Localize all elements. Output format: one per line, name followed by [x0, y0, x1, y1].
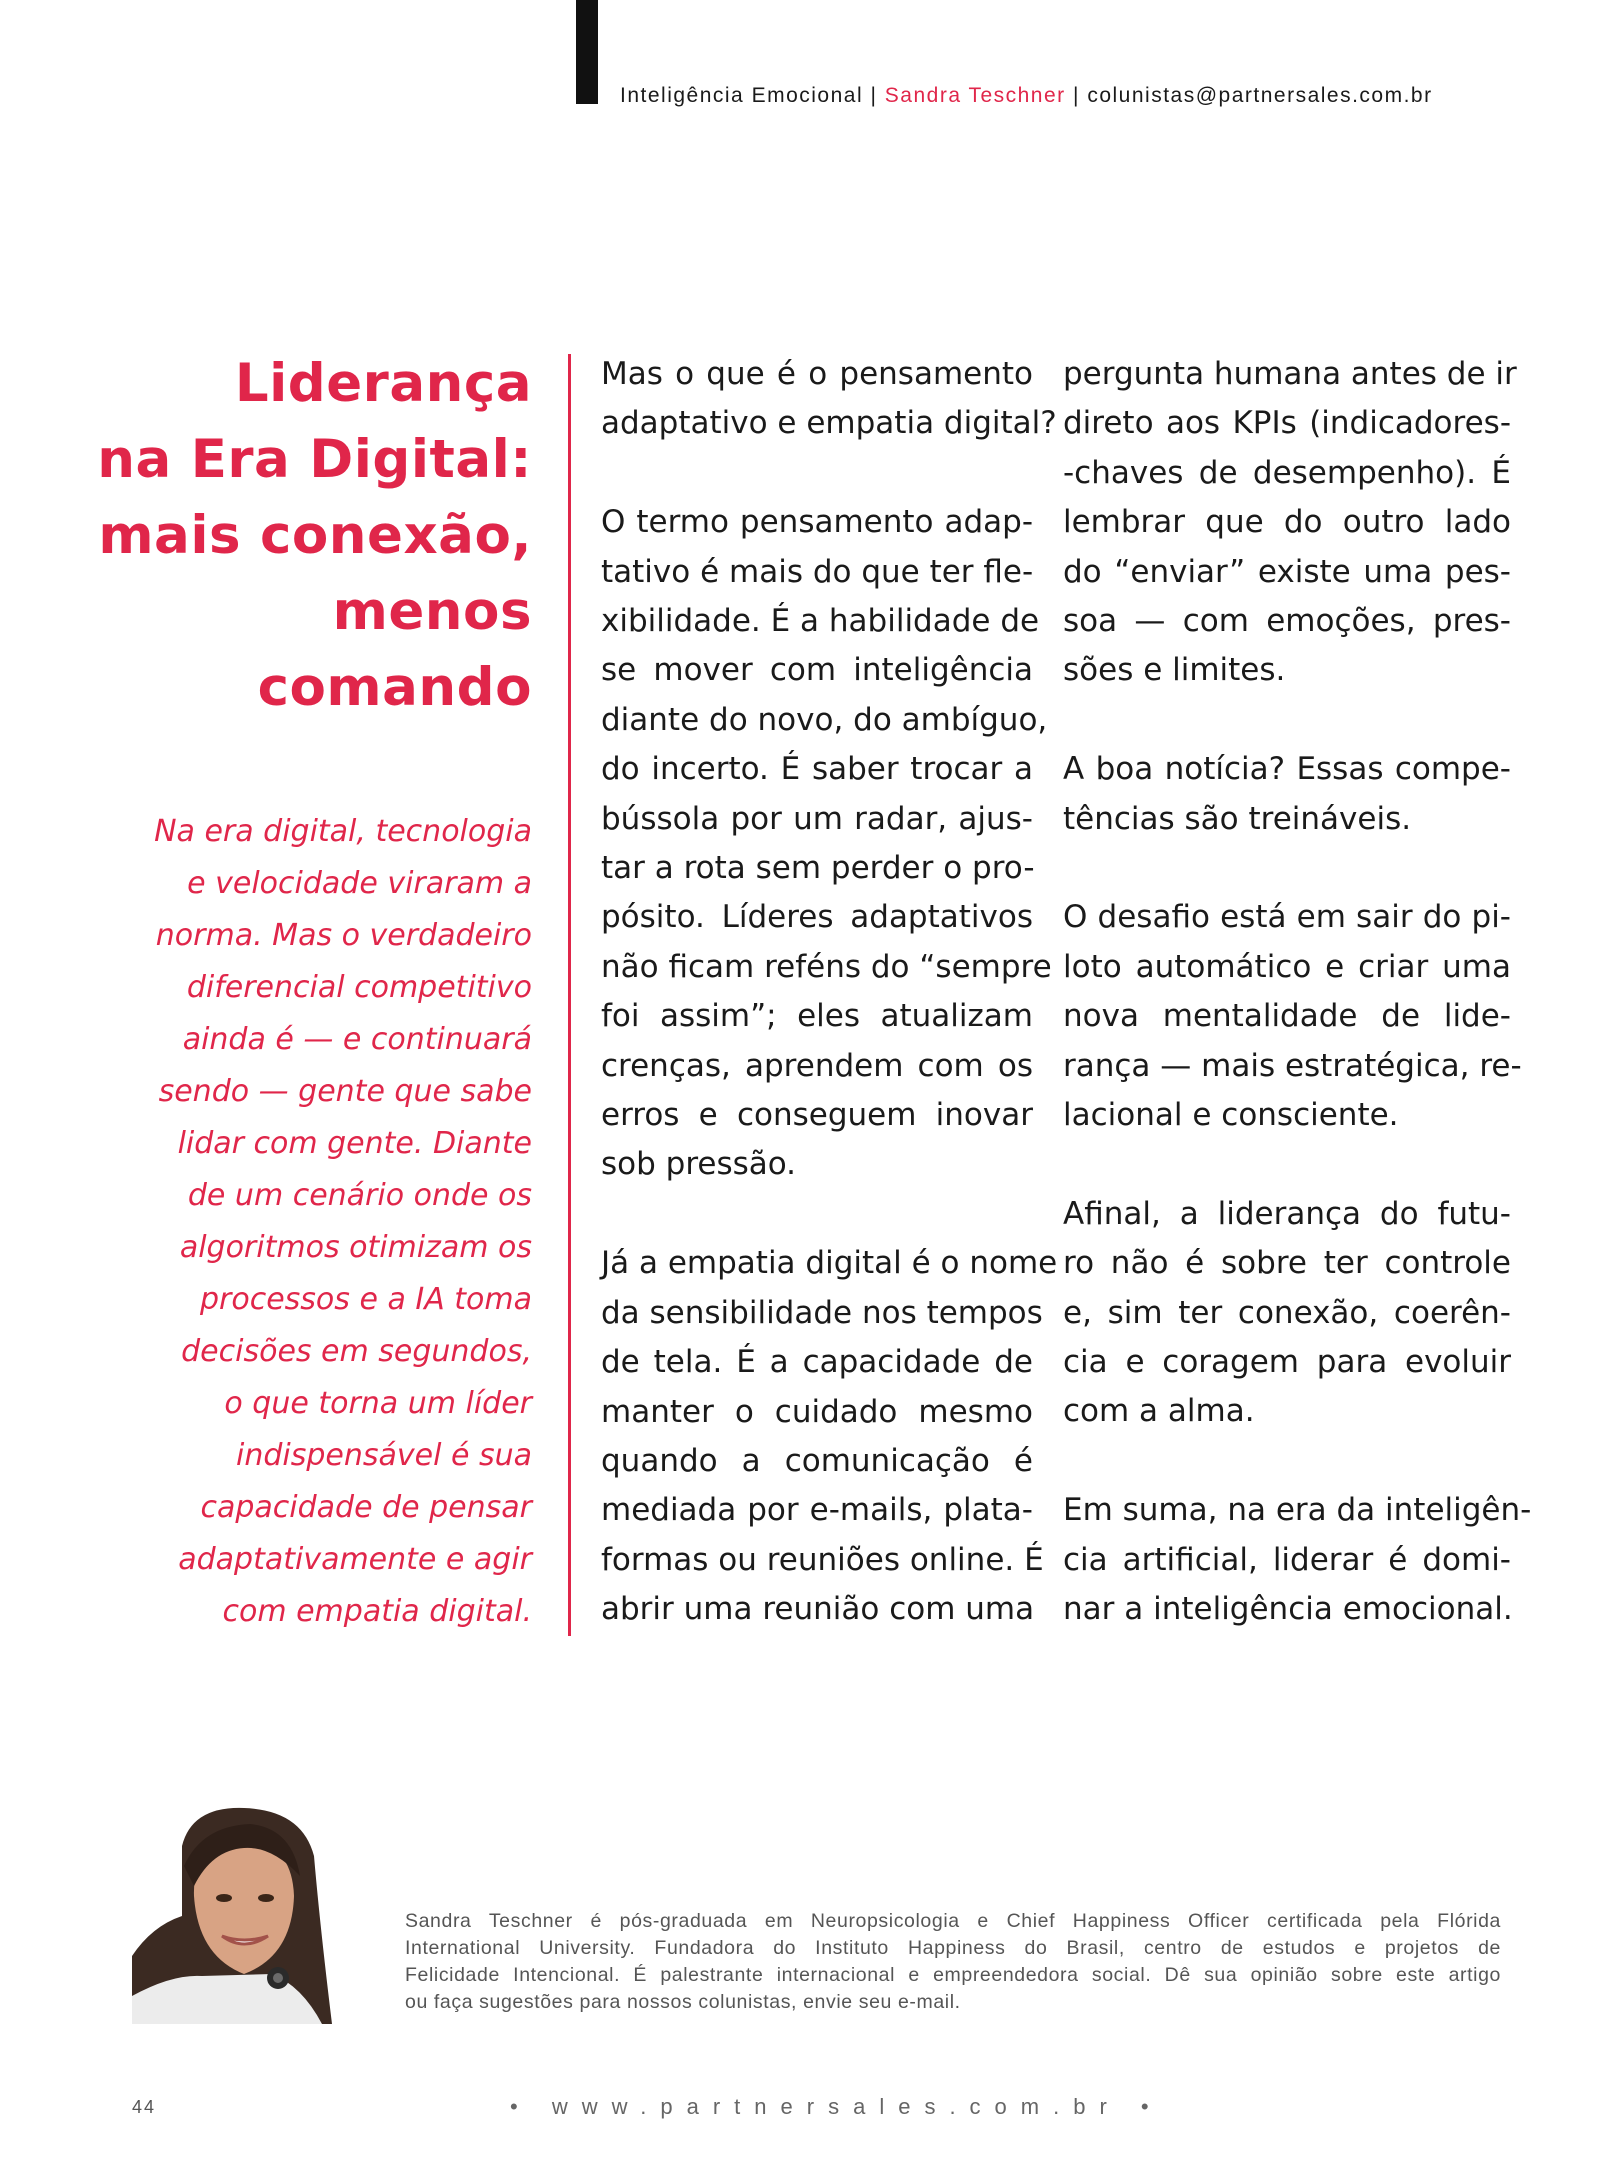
lede-line: ainda é — e continuará	[182, 1022, 532, 1057]
body-text-line: cia artificial, liderar é domi-	[1063, 1541, 1511, 1578]
body-text-line: soa — com emoções, pres-	[1063, 603, 1511, 640]
body-column-2	[1063, 350, 1532, 1635]
lede-line: adaptativamente e agir	[178, 1542, 532, 1577]
lede-line: decisões em segundos,	[181, 1334, 532, 1369]
body-text-line: erros e conseguem inovar	[601, 1097, 1033, 1134]
lede-line: o que torna um líder	[224, 1386, 532, 1421]
lede-line: indispensável é sua	[236, 1438, 532, 1473]
bio-line: International University. Fundadora do Instituto Happiness do Brasil, centro de estudos e projetos de	[405, 1937, 1501, 1959]
title-line: Liderança	[234, 353, 532, 414]
lede-line: lidar com gente. Diante	[177, 1126, 532, 1161]
body-text-line: direto aos KPIs (indicadores-	[1063, 405, 1511, 442]
column-divider	[568, 354, 571, 1636]
header-accent-bar	[576, 0, 598, 104]
website-link[interactable]: • www.partnersales.com.br •	[510, 2094, 1163, 2119]
body-text-line: Em suma, na era da inteligên-	[1063, 1492, 1532, 1529]
body-text-line: pósito. Líderes adaptativos	[601, 899, 1033, 936]
body-text-line: pergunta humana antes de ir	[1063, 356, 1517, 392]
body-text-line: da sensibilidade nos tempos	[601, 1294, 1043, 1331]
header-separator: |	[870, 84, 878, 107]
body-text-line: quando a comunicação é	[601, 1442, 1033, 1479]
body-text-line: O termo pensamento adap-	[601, 504, 1033, 541]
body-text-line: de tela. É a capacidade de	[601, 1344, 1033, 1381]
body-text-line: lacional e consciente.	[1063, 1097, 1399, 1134]
lede-line: Na era digital, tecnologia	[154, 814, 532, 849]
header-separator-2: |	[1073, 84, 1080, 107]
body-text-line: rança — mais estratégica, re-	[1063, 1047, 1522, 1084]
bio-line: ou faça sugestões para nossos colunistas, envie seu e-mail.	[405, 1991, 961, 2013]
body-text-line: tar a rota sem perder o pro-	[601, 850, 1035, 887]
columnist-email-link[interactable]: colunistas@partnersales.com.br	[1087, 84, 1433, 107]
lede-line: processos e a IA toma	[199, 1282, 532, 1317]
title-line: na Era Digital:	[97, 429, 532, 490]
body-text-line: O desafio está em sair do pi-	[1063, 899, 1511, 936]
body-text-line: Afinal, a liderança do futu-	[1063, 1195, 1511, 1232]
body-text-line: ro não é sobre ter controle	[1063, 1245, 1511, 1282]
body-text-line: com a alma.	[1063, 1393, 1255, 1430]
lede-line: algoritmos otimizam os	[179, 1230, 532, 1265]
title-line: comando	[257, 657, 532, 718]
article-lede	[154, 806, 532, 1638]
body-text-line: foi assim”; eles atualizam	[601, 998, 1033, 1035]
author-bio	[405, 1908, 1501, 2016]
body-text-line: tativo é mais do que ter fle-	[601, 553, 1034, 590]
paragraph-gap	[1063, 696, 1511, 745]
lede-line: norma. Mas o verdadeiro	[155, 918, 532, 953]
body-text-line: Mas o que é o pensamento	[601, 356, 1033, 392]
body-text-line: nova mentalidade de lide-	[1063, 998, 1511, 1035]
body-text-line: A boa notícia? Essas compe-	[1063, 751, 1511, 788]
body-text-line: sões e limites.	[1063, 652, 1286, 689]
body-text-line: e, sim ter conexão, coerên-	[1063, 1294, 1511, 1331]
lede-line: e velocidade viraram a	[187, 866, 532, 901]
bio-line: Felicidade Intencional. É palestrante internacional e empreendedora social. Dê sua opinião sobre este artigo	[405, 1964, 1501, 1986]
body-text-line: sob pressão.	[601, 1146, 797, 1183]
lede-line: sendo — gente que sabe	[158, 1074, 532, 1109]
body-text-line: mediada por e-mails, plata-	[601, 1492, 1033, 1529]
lede-line: com empatia digital.	[222, 1594, 532, 1629]
body-text-line: lembrar que do outro lado	[1063, 504, 1511, 541]
title-line: mais conexão,	[98, 505, 532, 566]
body-text-line: do incerto. É saber trocar a	[601, 751, 1033, 788]
body-text-line: nar a inteligência emocional.	[1063, 1591, 1513, 1628]
body-text-line: do “enviar” existe uma pes-	[1063, 553, 1511, 590]
article-title	[97, 346, 532, 726]
author-photo	[132, 1806, 364, 2024]
column-header	[620, 84, 1433, 108]
columnist-name: Sandra Teschner	[884, 84, 1066, 107]
title-line: menos	[332, 581, 532, 642]
body-text-line: crenças, aprendem com os	[601, 1047, 1033, 1084]
lede-line: de um cenário onde os	[187, 1178, 532, 1213]
body-text-line: Já a empatia digital é o nome	[601, 1245, 1058, 1282]
lede-line: capacidade de pensar	[200, 1490, 532, 1525]
body-text-line: manter o cuidado mesmo	[601, 1393, 1033, 1430]
body-text-line: bússola por um radar, ajus-	[601, 800, 1033, 837]
body-text-line: abrir uma reunião com uma	[601, 1591, 1035, 1628]
paragraph-gap	[1063, 1437, 1511, 1486]
body-text-line: não ficam reféns do “sempre	[601, 948, 1052, 985]
body-text-line: formas ou reuniões online. É	[601, 1541, 1044, 1578]
lede-line: diferencial competitivo	[186, 970, 532, 1005]
body-text-line: xibilidade. É a habilidade de	[601, 603, 1040, 640]
body-column-1	[601, 350, 1058, 1635]
body-text-line: tências são treináveis.	[1063, 800, 1412, 837]
section-name: Inteligência Emocional	[620, 84, 864, 107]
body-text-line: adaptativo e empatia digital?	[601, 405, 1057, 442]
paragraph-gap	[1063, 1140, 1511, 1189]
body-text-line: loto automático e criar uma	[1063, 948, 1511, 985]
paragraph-gap	[601, 449, 1033, 498]
body-text-line: cia e coragem para evoluir	[1063, 1344, 1511, 1381]
paragraph-gap	[601, 1190, 1033, 1239]
body-text-line: diante do novo, do ambíguo,	[601, 701, 1048, 738]
body-text-line: -chaves de desempenho). É	[1063, 454, 1511, 491]
body-text-line: se mover com inteligência	[601, 652, 1033, 689]
paragraph-gap	[1063, 844, 1511, 893]
page-number: 44	[132, 2097, 157, 2117]
bio-line: Sandra Teschner é pós-graduada em Neuropsicologia e Chief Happiness Officer certificada pela Flórida	[405, 1910, 1501, 1932]
